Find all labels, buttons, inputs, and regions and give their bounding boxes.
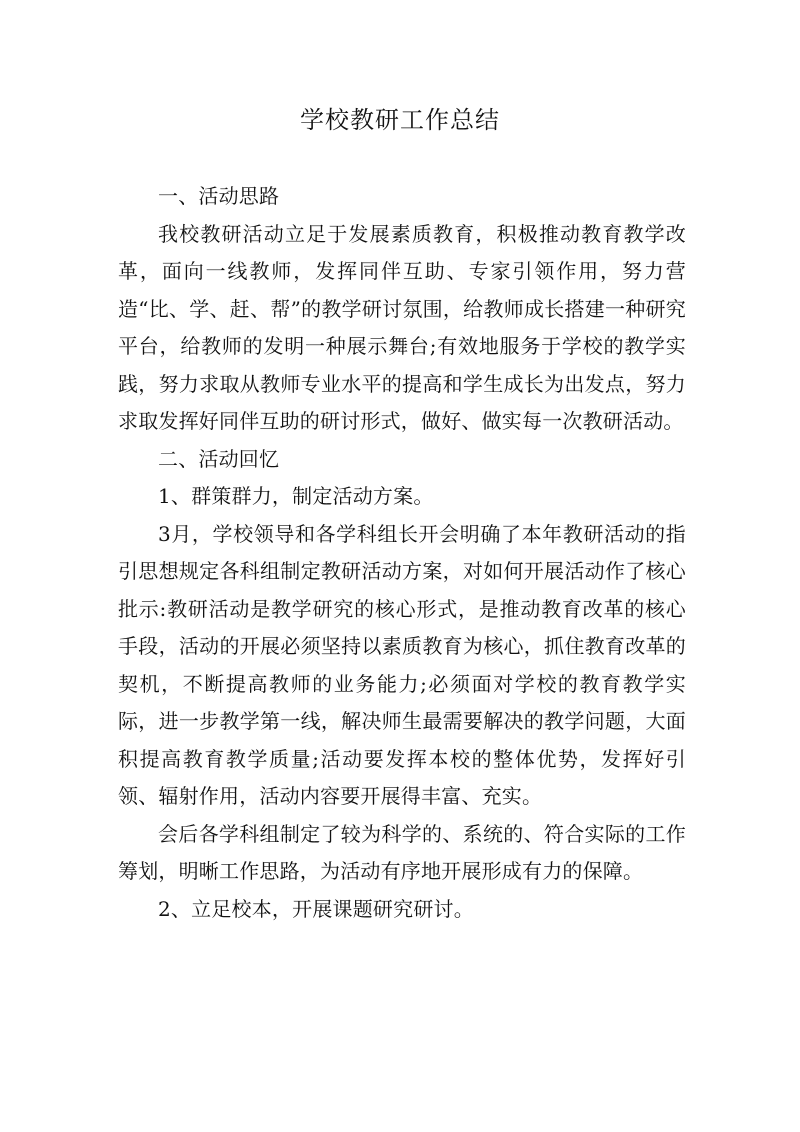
section-heading-2: 二、活动回忆 [158,446,280,471]
paragraph-3: 会后各学科组制定了较为科学的、系统的、符合实际的工作筹划，明晰工作思路，为活动有序地开展形成有力的保障。 [118,821,686,883]
paragraph-2: 3月，学校领导和各学科组长开会明确了本年教研活动的指引思想规定各科组制定教研活动方案，对如何开展活动作了核心批示:教研活动是教学研究的核心形式，是推动教育改革的核心手段，活动的开展必须坚持以素质教育为核心，抓住教育改革的契机，不断提高教师的业务能力;必须面对学校的教育教学实际，进一步教学第一线，解决师生最需要解决的教学问题，大面积提高教育教学质量;活动要发挥本校的整体优势，发挥好引领、辐射作用，活动内容要开展得丰富、充实。 [118,521,686,808]
section-heading-1: 一、活动思路 [158,184,280,208]
subheading-1: 1、群策群力，制定活动方案。 [158,484,434,508]
document-body [118,178,686,928]
subheading-2: 2、立足校本，开展课题研究研讨。 [158,896,474,921]
paragraph-1: 我校教研活动立足于发展素质教育，积极推动教育教学改革，面向一线教师，发挥同伴互助、专家引领作用，努力营造“比、学、赶、帮”的教学研讨氛围，给教师成长搭建一种研究平台，给教师的发明一种展示舞台;有效地服务于学校的教学实践，努力求取从教师专业水平的提高和学生成长为出发点，努力求取发挥好同伴互助的研讨形式，做好、做实每一次教研活动。 [118,221,686,433]
document-title: 学校教研工作总结 [300,106,500,134]
